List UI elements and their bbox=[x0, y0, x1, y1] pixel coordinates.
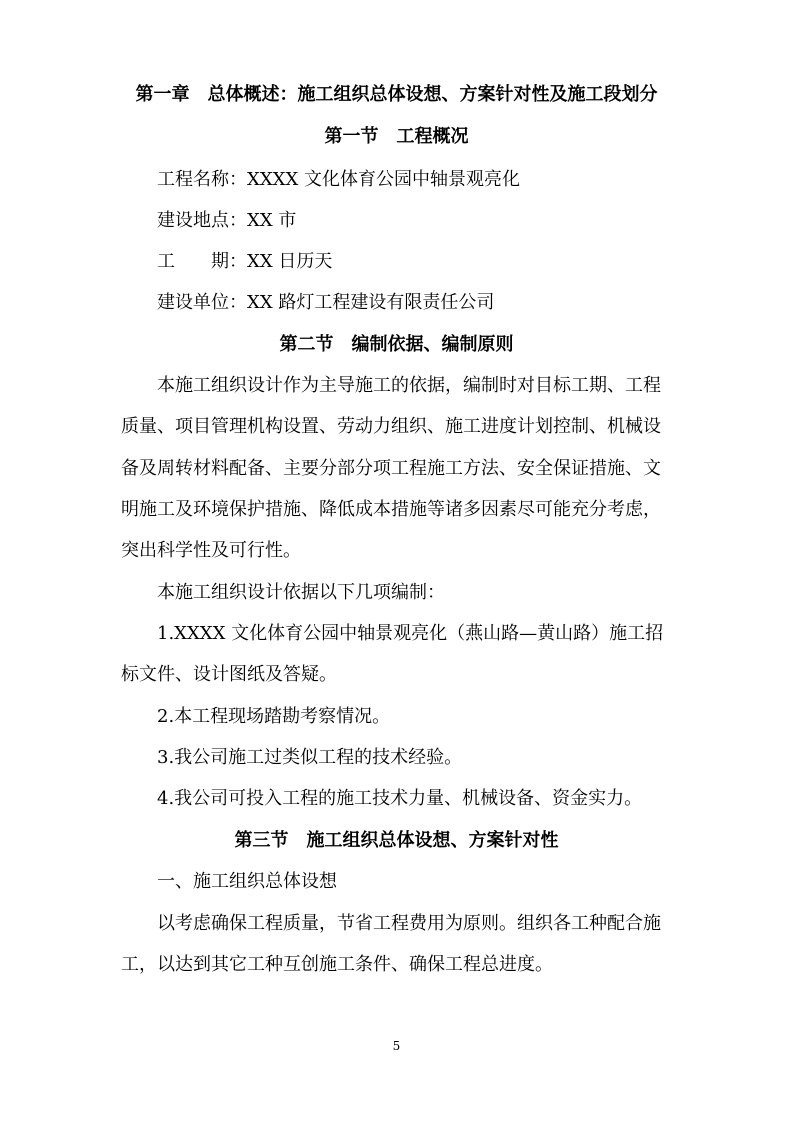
basis-intro: 本施工组织设计依据以下几项编制： bbox=[157, 582, 445, 603]
page-number: 5 bbox=[392, 1039, 401, 1053]
section-heading-3: 第三节 施工组织总体设想、方案针对性 bbox=[234, 830, 559, 851]
principle-line-4: 明施工及环境保护措施、降低成本措施等诸多因素尽可能充分考虑， bbox=[121, 499, 661, 520]
basis-line-1-cont: 标文件、设计图纸及答疑。 bbox=[121, 664, 337, 685]
principle-line-2: 质量、项目管理机构设置、劳动力组织、施工进度计划控制、机械设 bbox=[121, 416, 661, 437]
chapter-title: 第一章 总体概述：施工组织总体设想、方案针对性及施工段划分 bbox=[135, 84, 658, 105]
principle-line-5: 突出科学性及可行性。 bbox=[121, 540, 301, 561]
section-heading-1: 第一节 工程概况 bbox=[324, 126, 469, 147]
basis-line-2: 2.本工程现场踏勘考察情况。 bbox=[157, 706, 391, 727]
principle-line-1: 本施工组织设计作为主导施工的依据，编制时对目标工期、工程 bbox=[157, 375, 661, 396]
subheading-overall-plan: 一、施工组织总体设想 bbox=[157, 871, 337, 892]
basis-line-1: 1.XXXX 文化体育公园中轴景观亮化（燕山路—黄山路）施工招 bbox=[157, 623, 664, 644]
plan-line-2: 工，以达到其它工种互创施工条件、确保工程总进度。 bbox=[121, 954, 553, 975]
plan-line-1: 以考虑确保工程质量，节省工程费用为原则。组织各工种配合施 bbox=[157, 913, 661, 934]
project-duration: 工 期：XX 日历天 bbox=[157, 251, 333, 272]
project-owner: 建设单位：XX 路灯工程建设有限责任公司 bbox=[157, 292, 495, 313]
basis-line-3: 3.我公司施工过类似工程的技术经验。 bbox=[157, 747, 463, 768]
project-name: 工程名称：XXXX 文化体育公园中轴景观亮化 bbox=[157, 169, 520, 190]
project-location: 建设地点：XX 市 bbox=[157, 210, 297, 231]
basis-line-4: 4.我公司可投入工程的施工技术力量、机械设备、资金实力。 bbox=[157, 788, 643, 809]
principle-line-3: 备及周转材料配备、主要分部分项工程施工方法、安全保证措施、文 bbox=[121, 458, 661, 479]
section-heading-2: 第二节 编制依据、编制原则 bbox=[279, 334, 514, 355]
